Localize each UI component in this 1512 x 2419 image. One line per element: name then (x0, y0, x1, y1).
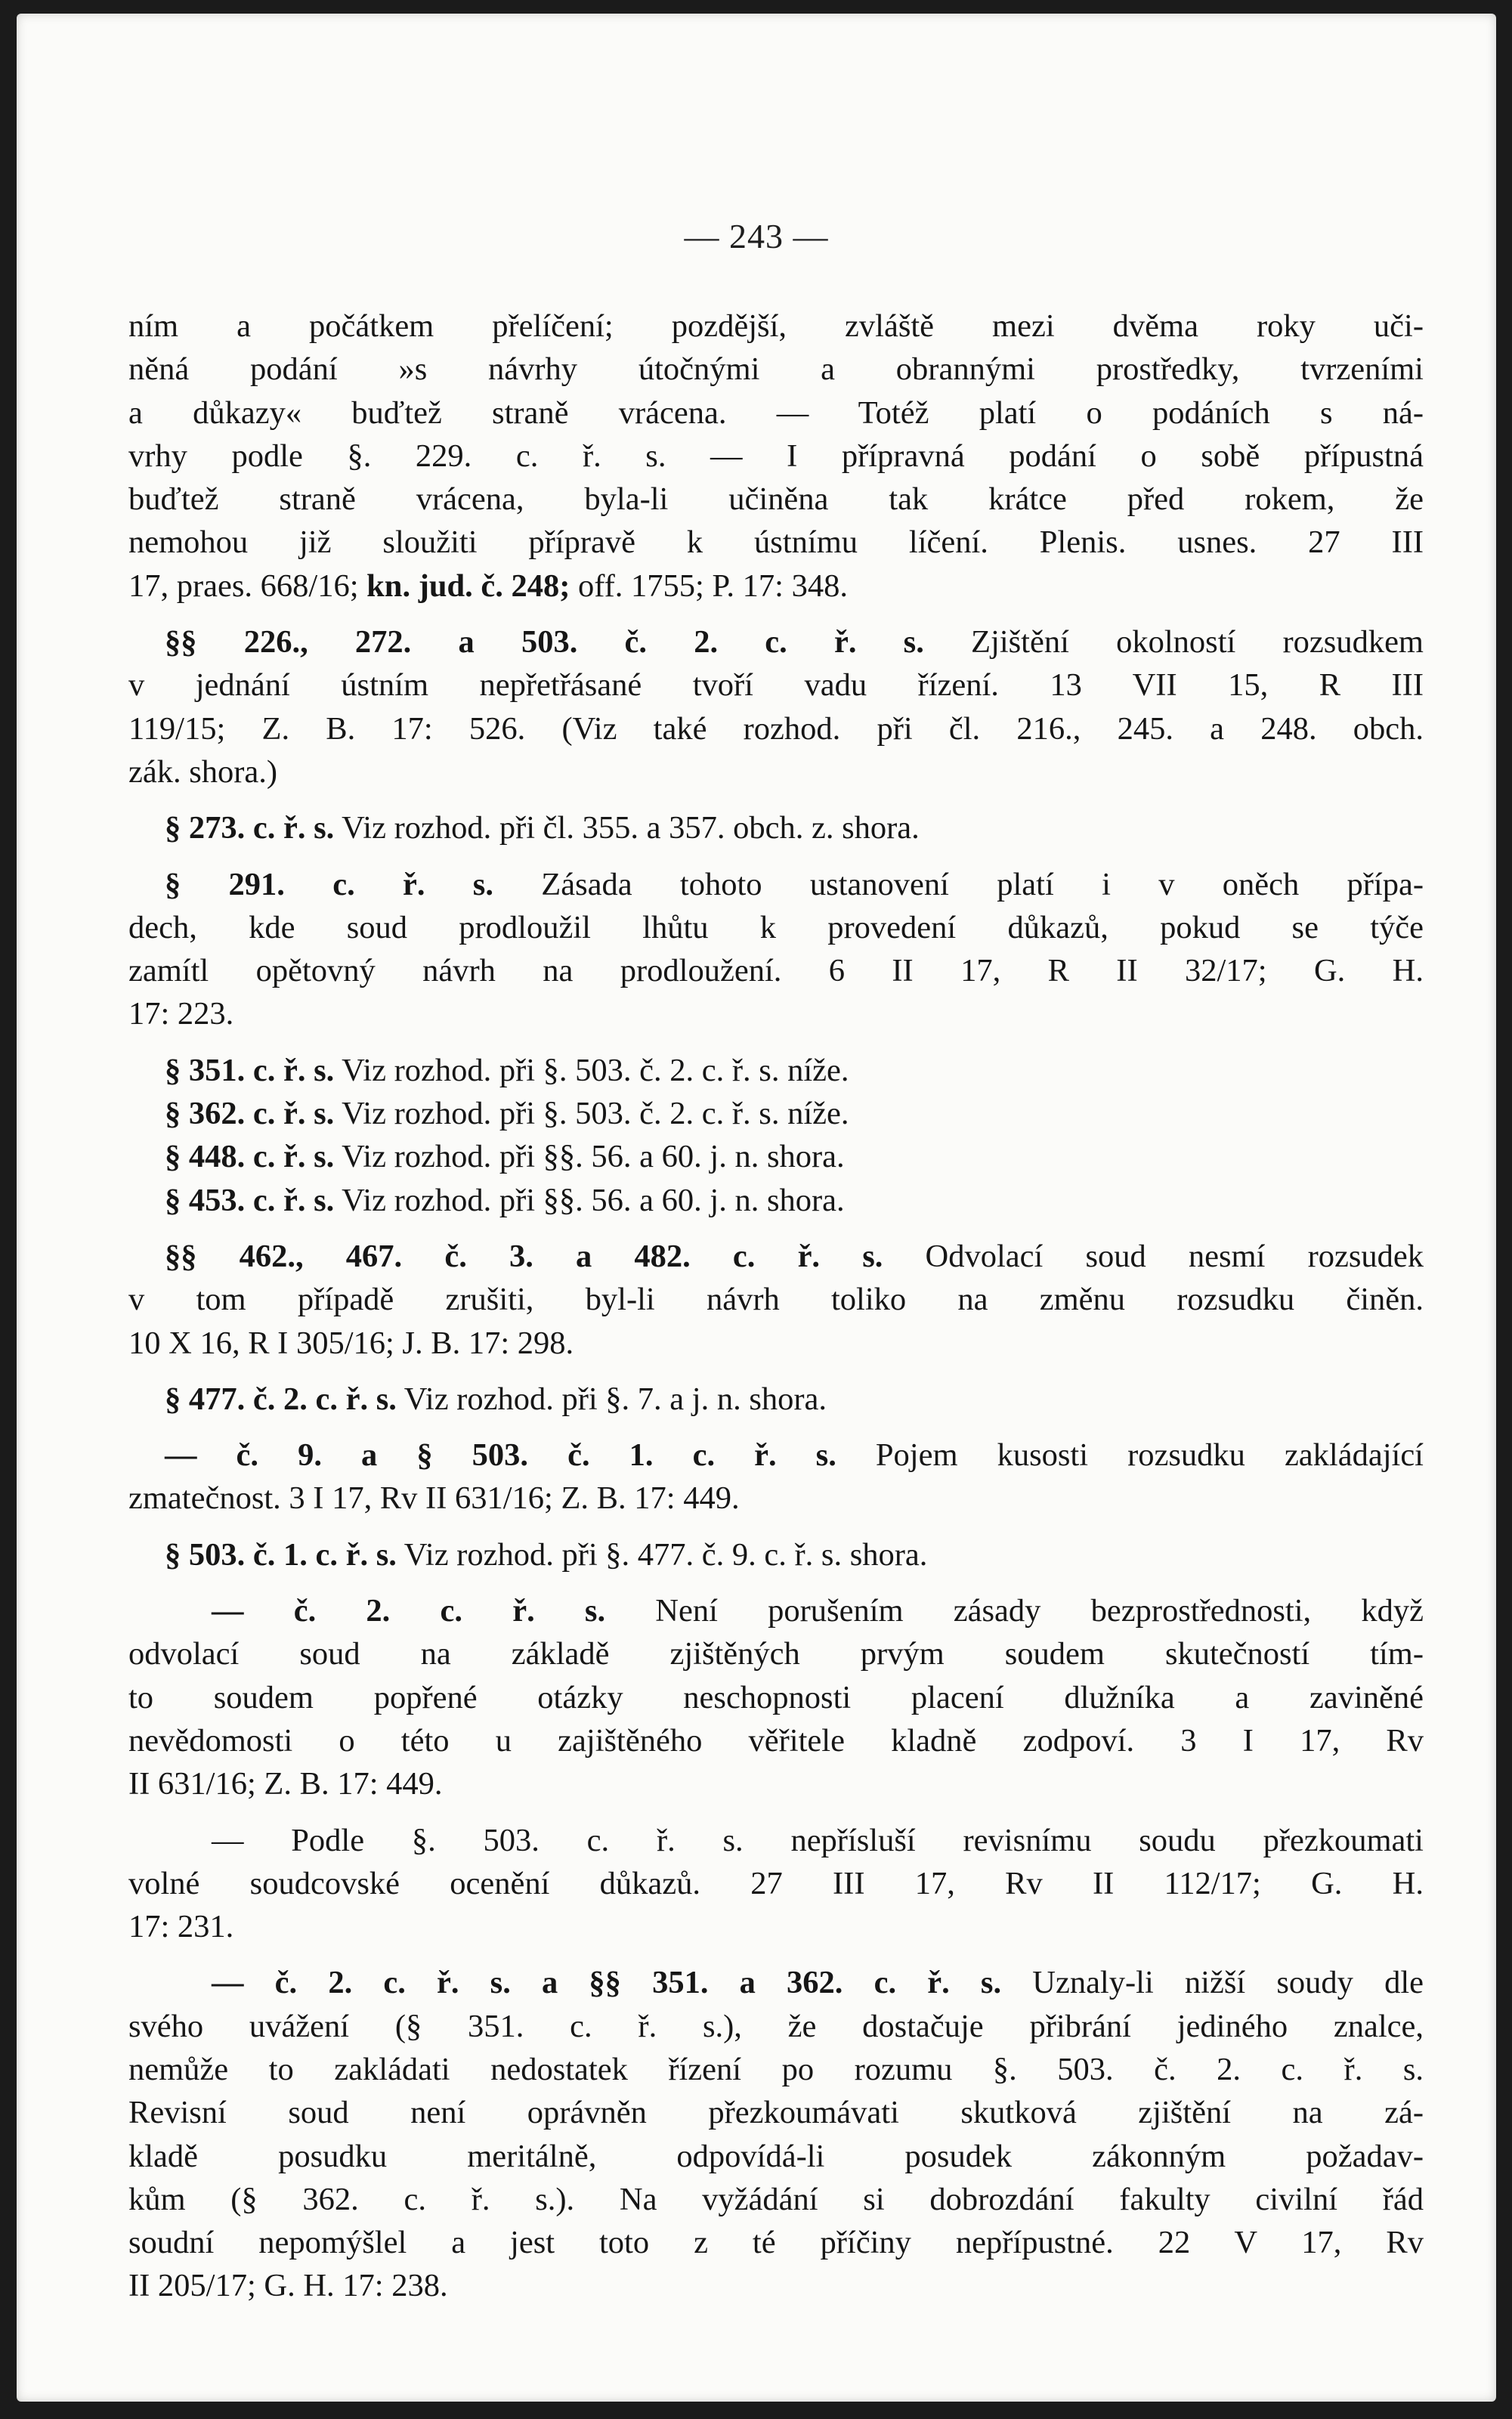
line-text: Odvolací soud nesmí rozsudek (883, 1238, 1424, 1274)
text-line (128, 1589, 1424, 1632)
text-line (128, 1477, 1424, 1520)
text-line (128, 1434, 1424, 1477)
line-text: Viz rozhod. při §§. 56. a 60. j. n. shora. (334, 1182, 845, 1218)
line-text: odvolací soud na základě zjištěných prvým soudem skutečností tím- (128, 1636, 1424, 1672)
line-text: nemůže to zakládati nedostatek řízení po rozumu §. 503. č. 2. c. ř. s. (128, 2051, 1424, 2087)
line-text: Viz rozhod. při §. 503. č. 2. c. ř. s. níže. (334, 1096, 849, 1132)
text-line (128, 521, 1424, 564)
line-text: soudní nepomýšlel a jest toto z té příčiny nepřípustné. 22 V 17, Rv (128, 2225, 1424, 2261)
text-line (128, 906, 1424, 949)
line-text: buďtež straně vrácena, byla-li učiněna tak krátce před rokem, že (128, 481, 1424, 518)
line-text: Zjištění okolností rozsudkem (923, 624, 1424, 660)
text-line (128, 992, 1424, 1035)
text-line (128, 620, 1424, 664)
text-line (128, 2221, 1424, 2264)
text-line (128, 2005, 1424, 2048)
line-text: v tom případě zrušiti, byl-li návrh toliko na změnu rozsudku činěn. (128, 1282, 1424, 1318)
line-text: a důkazy« buďtež straně vrácena. — Totéž platí o podáních s ná- (128, 394, 1424, 431)
section-reference: § 291. c. ř. s. (165, 866, 493, 902)
text-line (128, 478, 1424, 521)
line-text: svého uvážení (§ 351. c. ř. s.), že dostačuje přibrání jediného znalce, (128, 2008, 1424, 2044)
text-line (128, 1905, 1424, 1948)
line-text: to soudem popřené otázky neschopnosti placení dlužníka a zaviněné (128, 1679, 1424, 1715)
line-text: Revisní soud není oprávněn přezkoumávati skutková zjištění na zá- (128, 2095, 1424, 2131)
book-page (17, 14, 1496, 2402)
section-reference: § 362. c. ř. s. (165, 1096, 335, 1132)
section-reference: — č. 2. c. ř. s. a §§ 351. a 362. c. ř. s. (212, 1965, 1002, 2001)
line-text: Viz rozhod. při §§. 56. a 60. j. n. shora. (334, 1139, 845, 1175)
page-number: — 243 — (684, 217, 829, 255)
section-reference: § 453. c. ř. s. (165, 1182, 335, 1218)
section-reference: §§ 226., 272. a 503. č. 2. c. ř. s. (165, 624, 924, 660)
line-text: 17: 231. (128, 1909, 234, 1945)
section-reference: — č. 9. a § 503. č. 1. c. ř. s. (165, 1437, 836, 1474)
line-text: nevědomosti o této u zajištěného věřitele kladně zodpoví. 3 I 17, Rv (128, 1722, 1424, 1759)
text-line (128, 2135, 1424, 2178)
text-line (128, 2178, 1424, 2221)
line-text: Uznaly-li nižší soudy dle (1001, 1965, 1424, 2001)
text-line (128, 1092, 1424, 1135)
line-text-rest: off. 1755; P. 17: 348. (570, 568, 848, 604)
line-text: 17, praes. 668/16; (128, 568, 367, 604)
line-text: Viz rozhod. při §. 477. č. 9. c. ř. s. shora. (396, 1536, 928, 1573)
line-text: Viz rozhod. při čl. 355. a 357. obch. z. shora. (334, 810, 920, 846)
line-text: 119/15; Z. B. 17: 526. (Viz také rozhod. při čl. 216., 245. a 248. obch. (128, 710, 1424, 747)
text-line (128, 1378, 1424, 1421)
text-line (128, 1135, 1424, 1178)
line-text: vrhy podle §. 229. c. ř. s. — I přípravná podání o sobě přípustná (128, 438, 1424, 474)
line-text: II 205/17; G. H. 17: 238. (128, 2268, 448, 2304)
text-line (128, 565, 1424, 608)
text-line (128, 1278, 1424, 1321)
line-text: dech, kde soud prodloužil lhůtu k provedení důkazů, pokud se týče (128, 909, 1424, 945)
section-reference: § 351. c. ř. s. (165, 1052, 335, 1088)
section-reference: § 273. c. ř. s. (165, 810, 335, 846)
text-line (128, 2264, 1424, 2307)
line-text: 17: 223. (128, 996, 234, 1032)
text-line (128, 1719, 1424, 1762)
text-line (128, 391, 1424, 435)
text-line (128, 435, 1424, 478)
line-text: 10 X 16, R I 305/16; J. B. 17: 298. (128, 1325, 574, 1361)
line-text: Zásada tohoto ustanovení platí i v oněch přípa- (493, 866, 1424, 902)
line-text: něná podání »s návrhy útočnými a obrannými prostředky, tvrzeními (128, 351, 1424, 388)
line-text: Pojem kusosti rozsudku zakládající (836, 1437, 1424, 1474)
text-line (128, 1961, 1424, 2004)
line-text: v jednání ústním nepřetřásané tvoří vadu řízení. 13 VII 15, R III (128, 667, 1424, 704)
text-line (128, 305, 1424, 348)
text-line (128, 1049, 1424, 1092)
section-reference: §§ 462., 467. č. 3. a 482. c. ř. s. (165, 1238, 883, 1274)
text-line (128, 806, 1424, 849)
text-line (128, 1179, 1424, 1222)
citation-bold: kn. jud. č. 248; (366, 568, 570, 604)
line-text: zamítl opětovný návrh na prodloužení. 6 II 17, R II 32/17; G. H. (128, 953, 1424, 989)
text-line (128, 1676, 1424, 1719)
line-text: II 631/16; Z. B. 17: 449. (128, 1766, 443, 1802)
text-line (128, 750, 1424, 793)
section-reference: § 448. c. ř. s. (165, 1139, 335, 1175)
line-text: Není porušením zásady bezprostřednosti, když (605, 1593, 1424, 1629)
text-line (128, 348, 1424, 391)
text-line (128, 664, 1424, 707)
text-line (128, 863, 1424, 906)
line-text: — Podle §. 503. c. ř. s. nepřísluší revisnímu soudu přezkoumati (212, 1822, 1424, 1858)
line-text: ním a počátkem přelíčení; pozdější, zvláště mezi dvěma roky uči- (128, 308, 1424, 344)
text-line (128, 2091, 1424, 2134)
text-line (128, 1235, 1424, 1278)
line-text: Viz rozhod. při §. 503. č. 2. c. ř. s. níže. (334, 1052, 849, 1088)
line-text: volné soudcovské ocenění důkazů. 27 III 17, Rv II 112/17; G. H. (128, 1865, 1424, 1901)
line-text: zmatečnost. 3 I 17, Rv II 631/16; Z. B. 17: 449. (128, 1480, 740, 1517)
section-reference: § 503. č. 1. c. ř. s. (165, 1536, 397, 1573)
text-line (128, 1533, 1424, 1576)
line-text: kům (§ 362. c. ř. s.). Na vyžádání si dobrozdání fakulty civilní řád (128, 2181, 1424, 2217)
section-reference: § 477. č. 2. c. ř. s. (165, 1381, 397, 1417)
text-line (128, 2048, 1424, 2091)
text-line (128, 1632, 1424, 1675)
text-line (128, 1819, 1424, 1862)
text-line (128, 1762, 1424, 1805)
body-text (128, 305, 1424, 2308)
text-line (128, 1862, 1424, 1905)
section-reference: — č. 2. c. ř. s. (212, 1593, 606, 1629)
line-text: nemohou již sloužiti přípravě k ústnímu líčení. Plenis. usnes. 27 III (128, 524, 1424, 561)
text-line (128, 707, 1424, 750)
line-text: kladě posudku meritálně, odpovídá-li posudek zákonným požadav- (128, 2138, 1424, 2174)
text-line (128, 949, 1424, 992)
text-line (128, 1322, 1424, 1365)
line-text: Viz rozhod. při §. 7. a j. n. shora. (396, 1381, 827, 1417)
line-text: zák. shora.) (128, 753, 278, 790)
